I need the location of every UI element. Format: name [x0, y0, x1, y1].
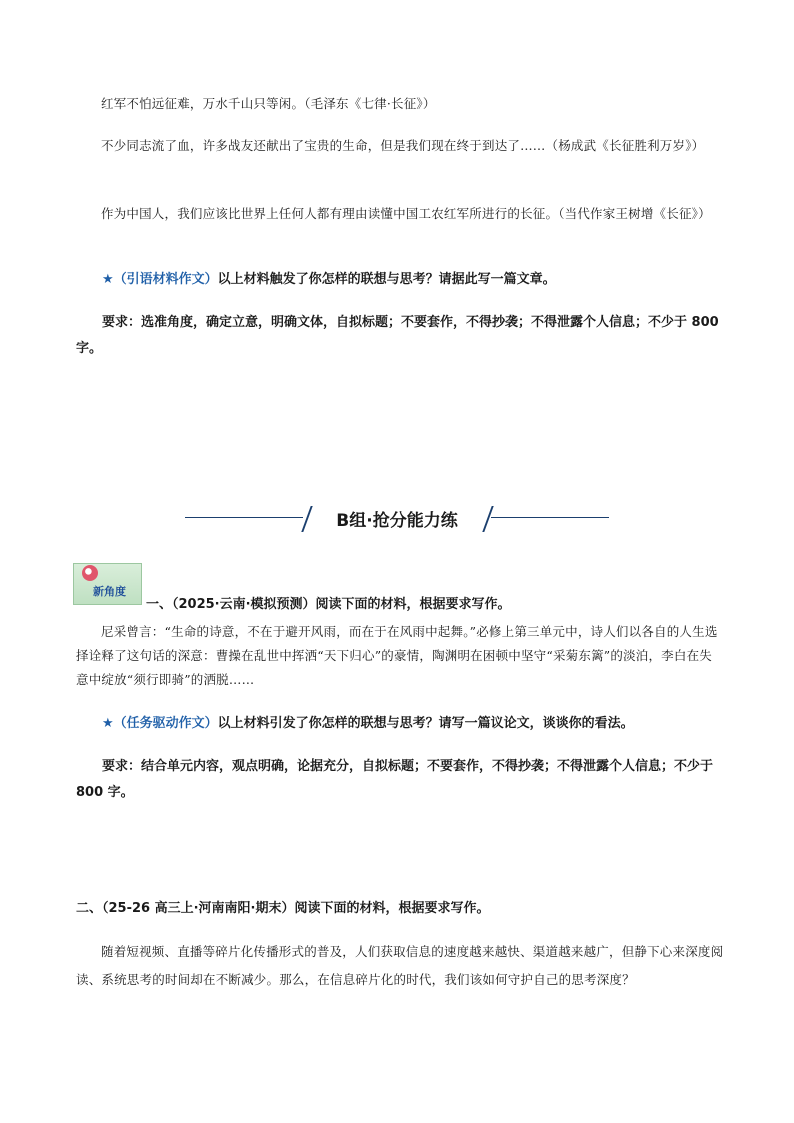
- question-1-task: [76, 712, 724, 736]
- quote-mao: 红军不怕远征难，万水千山只等闲。（毛泽东《七律·长征》）: [101, 96, 436, 111]
- question-1-heading-block: [146, 593, 724, 617]
- section-b-title: B组·抢分能力练: [336, 511, 458, 531]
- star-icon: ★: [102, 272, 114, 287]
- task-a: [76, 268, 724, 292]
- question-1-prompt: [76, 712, 724, 736]
- section-b-banner: [185, 503, 609, 533]
- quote-wang: 作为中国人，我们应该比世界上任何人都有理由读懂中国工农红军所进行的长征。（当代作家王树增《长征》）: [101, 206, 711, 221]
- question-1-material-block: [76, 620, 724, 692]
- quote-block-1: [76, 92, 724, 116]
- quote-block-3: [76, 202, 724, 226]
- question-1-requirement: 要求：结合单元内容，观点明确，论据充分，自拟标题；不要套作，不得抄袭；不得泄露个人信息；不少于 800 字。: [76, 759, 714, 800]
- quote-block-2: [76, 134, 724, 158]
- banner-rule-right: [491, 517, 609, 518]
- badge-label: 新角度: [93, 585, 126, 598]
- task-a-prompt-text: 以上材料触发了你怎样的联想与思考？请据此写一篇文章。: [217, 272, 556, 287]
- task-a-requirement-block: [76, 310, 724, 362]
- question-2-heading-block: [76, 897, 724, 921]
- quote-yang: 不少同志流了血，许多战友还献出了宝贵的生命，但是我们现在终于到达了……（杨成武《长征胜利万岁》）: [101, 138, 705, 153]
- question-1-requirement-block: [76, 754, 724, 806]
- question-1-heading: 一、（2025·云南·模拟预测）阅读下面的材料，根据要求写作。: [146, 597, 511, 612]
- question-1-material: 尼采曾言：“生命的诗意，不在于避开风雨，而在于在风雨中起舞。”必修上第三单元中，诗人们以各自的人生选择诠释了这句话的深意：曹操在乱世中挥洒“天下归心”的豪情，陶渊明在困顿中坚守“采菊东篱”的淡泊，李白在失意中绽放“须行即骑”的洒脱……: [76, 624, 718, 687]
- star-icon: ★: [102, 716, 114, 731]
- task-a-prompt: [76, 268, 724, 292]
- question-2-material-block: [76, 938, 724, 994]
- location-pin-icon: [82, 565, 98, 581]
- task-a-requirement: 要求：选准角度，确定立意，明确文体，自拟标题；不要套作，不得抄袭；不得泄露个人信息；不少于 800 字。: [76, 315, 719, 356]
- question-2-heading: 二、（25-26 高三上·河南南阳·期末）阅读下面的材料，根据要求写作。: [76, 901, 490, 916]
- task-a-type-tag: （引语材料作文）: [113, 272, 218, 287]
- question-2-material: 随着短视频、直播等碎片化传播形式的普及，人们获取信息的速度越来越快、渠道越来越广，但静下心来深度阅读、系统思考的时间却在不断减少。那么，在信息碎片化的时代，我们该如何守护自己的思考深度？: [76, 944, 724, 987]
- question-1-type-tag: （任务驱动作文）: [113, 716, 218, 731]
- new-angle-badge: [73, 563, 142, 605]
- question-1-prompt-text: 以上材料引发了你怎样的联想与思考？请写一篇议论文，谈谈你的看法。: [217, 716, 634, 731]
